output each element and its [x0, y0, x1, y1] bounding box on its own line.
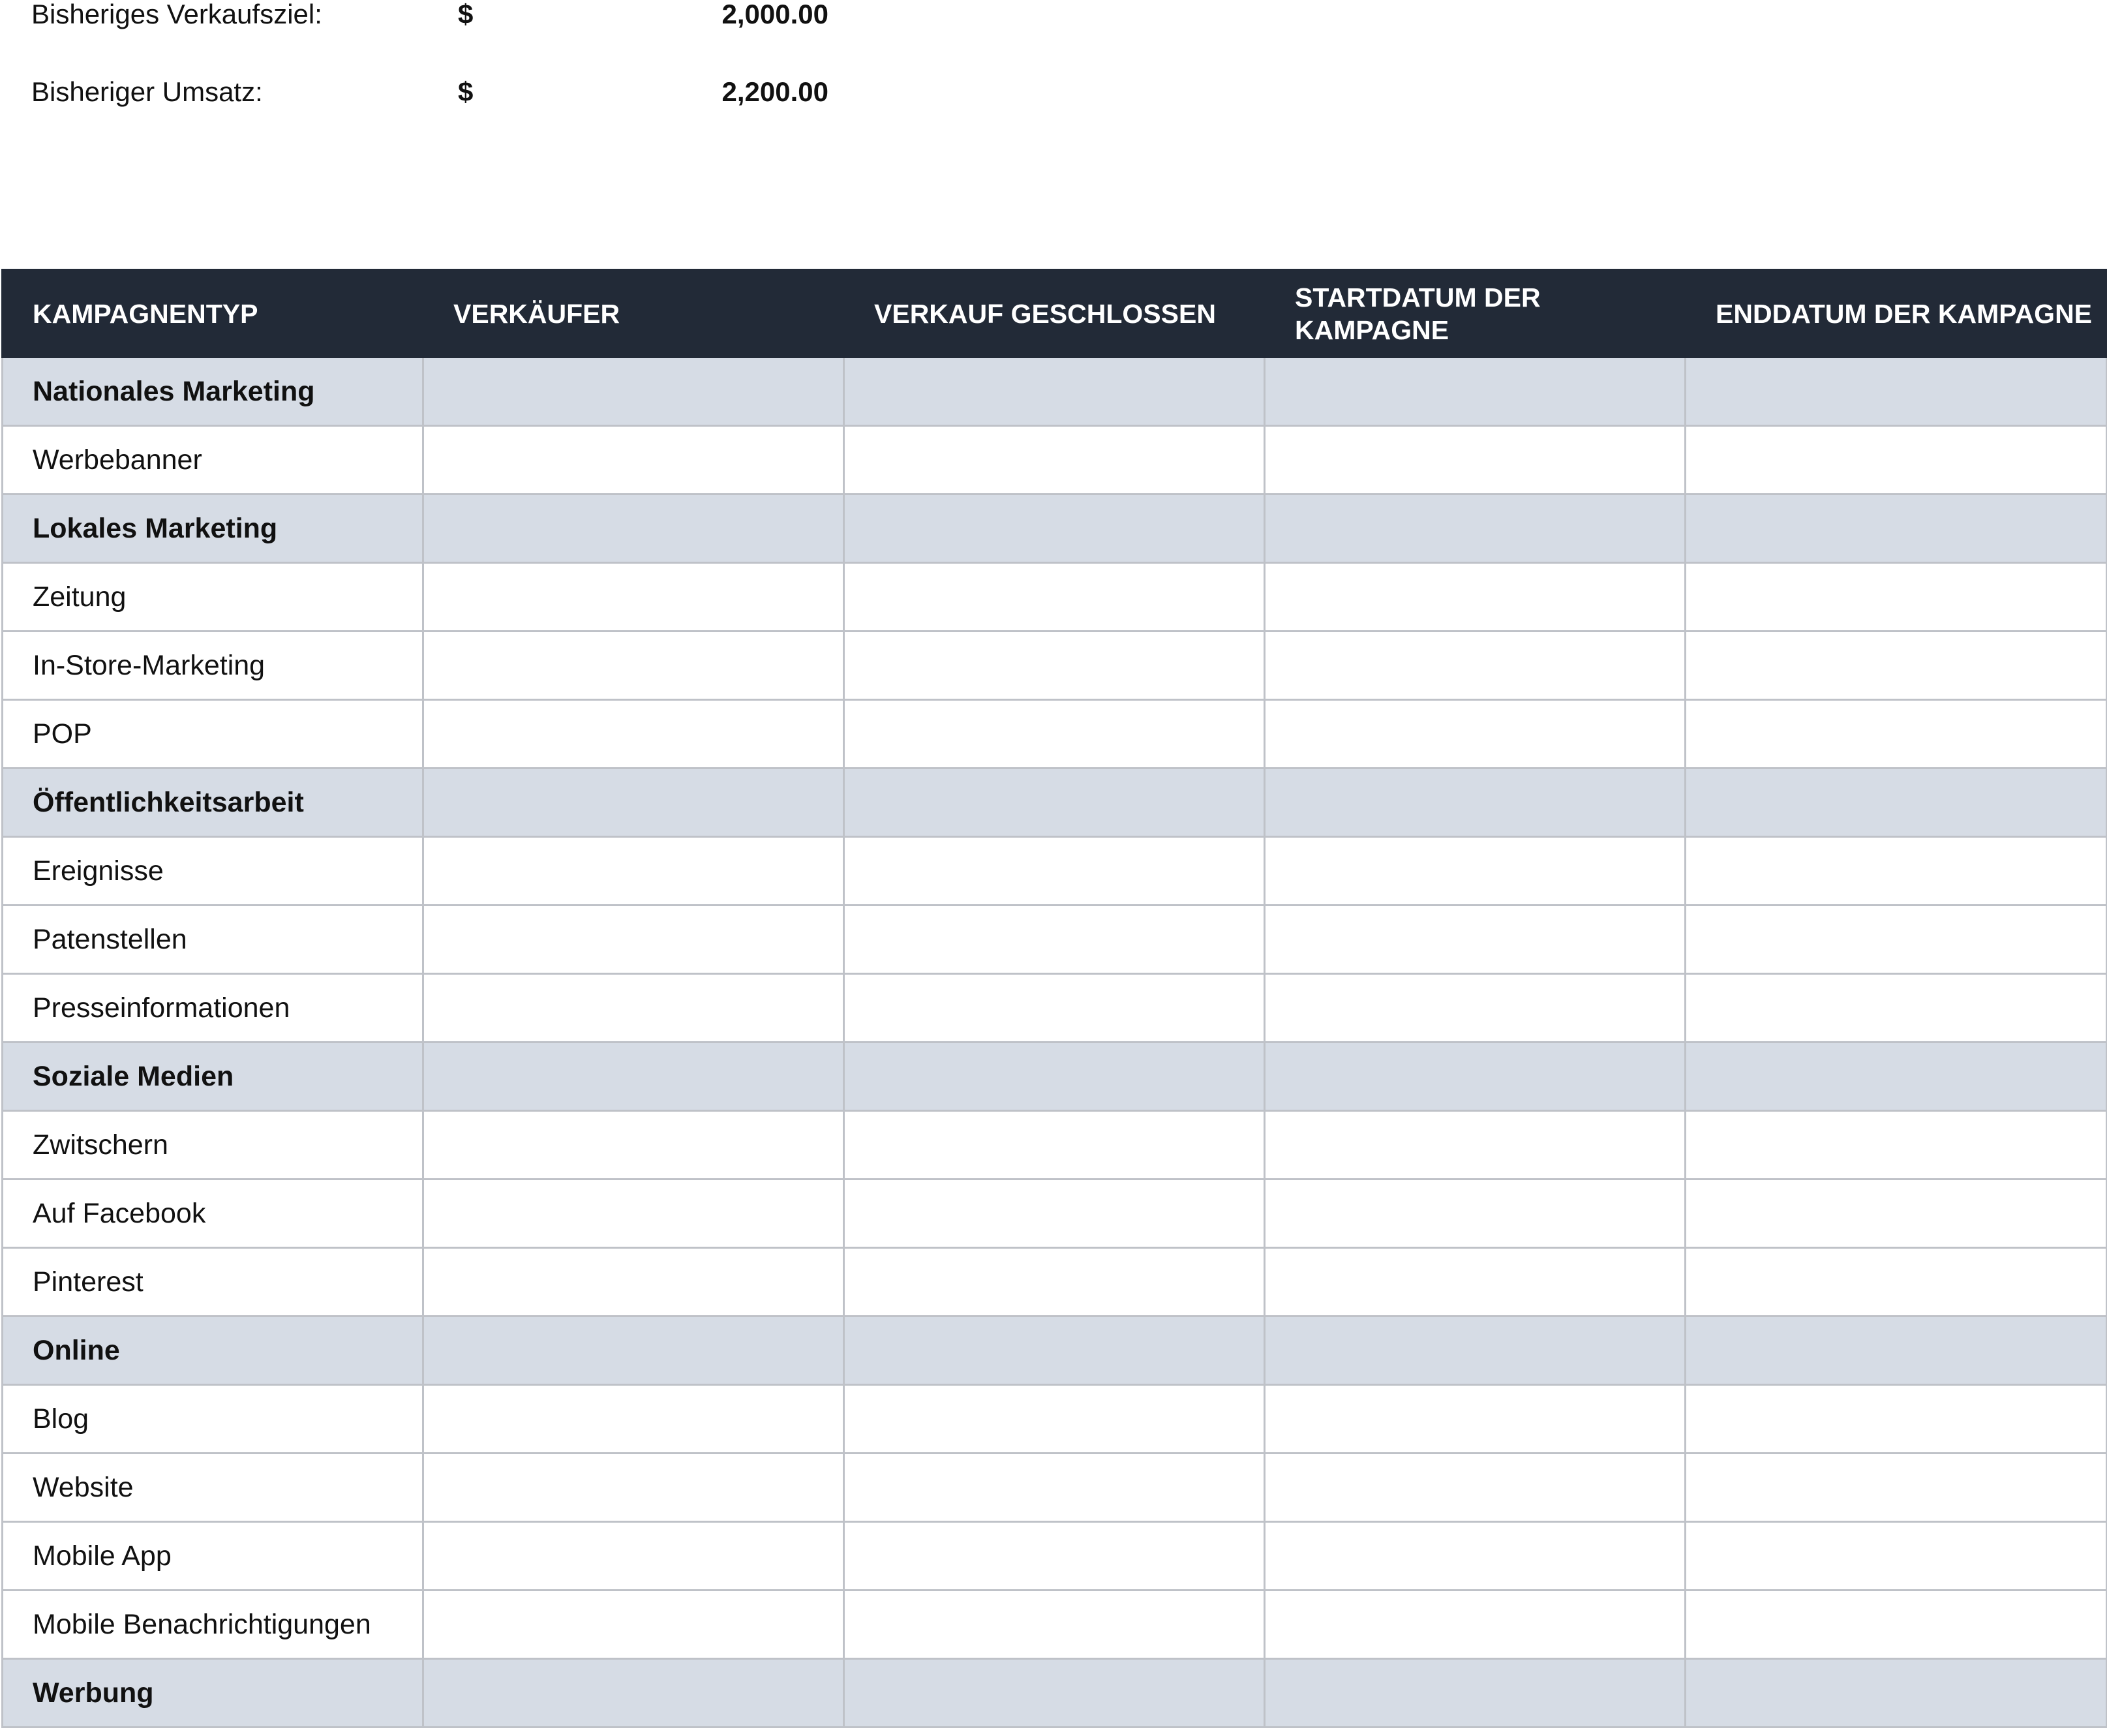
seller-cell[interactable]: [423, 426, 844, 495]
seller-cell[interactable]: [423, 495, 844, 563]
start-date-cell[interactable]: [1265, 1111, 1686, 1180]
campaign-type-cell: Mobile Benachrichtigungen: [3, 1591, 423, 1659]
sale-closed-cell[interactable]: [844, 358, 1265, 426]
header-seller: VERKÄUFER: [423, 270, 844, 358]
table-row: [3, 1248, 2107, 1317]
seller-cell[interactable]: [423, 837, 844, 906]
start-date-cell[interactable]: [1265, 1043, 1686, 1111]
sale-closed-cell[interactable]: [844, 1522, 1265, 1591]
section-row: [3, 358, 2107, 426]
end-date-cell[interactable]: [1686, 563, 2107, 632]
table-row: [3, 1591, 2107, 1659]
table-row: [3, 426, 2107, 495]
seller-cell[interactable]: [423, 358, 844, 426]
seller-cell[interactable]: [423, 1317, 844, 1385]
campaign-type-cell: POP: [3, 700, 423, 769]
header-sale-closed: VERKAUF GESCHLOSSEN: [844, 270, 1265, 358]
sales-target-label: Bisheriges Verkaufsziel:: [31, 0, 322, 29]
seller-cell[interactable]: [423, 563, 844, 632]
seller-cell[interactable]: [423, 974, 844, 1043]
campaign-type-cell: Mobile App: [3, 1522, 423, 1591]
section-row: [3, 1043, 2107, 1111]
sale-closed-cell[interactable]: [844, 1248, 1265, 1317]
sale-closed-cell[interactable]: [844, 632, 1265, 700]
end-date-cell[interactable]: [1686, 358, 2107, 426]
end-date-cell[interactable]: [1686, 700, 2107, 769]
sales-target-value[interactable]: 2,000.00: [721, 0, 828, 29]
table-row: [3, 1522, 2107, 1591]
sale-closed-cell[interactable]: [844, 1591, 1265, 1659]
campaign-table: [1, 269, 2107, 1728]
start-date-cell[interactable]: [1265, 769, 1686, 837]
sale-closed-cell[interactable]: [844, 1111, 1265, 1180]
start-date-cell[interactable]: [1265, 426, 1686, 495]
sales-target-row: [0, 0, 913, 34]
seller-cell[interactable]: [423, 1385, 844, 1454]
sale-closed-cell[interactable]: [844, 1043, 1265, 1111]
section-row: [3, 769, 2107, 837]
campaign-type-cell: Öffentlichkeitsarbeit: [3, 769, 423, 837]
campaign-type-cell: Soziale Medien: [3, 1043, 423, 1111]
campaign-type-cell: Auf Facebook: [3, 1180, 423, 1248]
end-date-cell[interactable]: [1686, 906, 2107, 974]
start-date-cell[interactable]: [1265, 1385, 1686, 1454]
table-row: [3, 1454, 2107, 1522]
seller-cell[interactable]: [423, 769, 844, 837]
start-date-cell[interactable]: [1265, 1591, 1686, 1659]
table-row: [3, 974, 2107, 1043]
campaign-type-cell: Online: [3, 1317, 423, 1385]
end-date-cell[interactable]: [1686, 495, 2107, 563]
sale-closed-cell[interactable]: [844, 1454, 1265, 1522]
end-date-cell[interactable]: [1686, 426, 2107, 495]
sale-closed-cell[interactable]: [844, 906, 1265, 974]
sale-closed-cell[interactable]: [844, 974, 1265, 1043]
revenue-row: [0, 72, 913, 112]
start-date-cell[interactable]: [1265, 1659, 1686, 1728]
end-date-cell[interactable]: [1686, 1248, 2107, 1317]
seller-cell[interactable]: [423, 1522, 844, 1591]
end-date-cell[interactable]: [1686, 974, 2107, 1043]
end-date-cell[interactable]: [1686, 1180, 2107, 1248]
table-row: [3, 632, 2107, 700]
start-date-cell[interactable]: [1265, 632, 1686, 700]
header-campaign-type: KAMPAGNENTYP: [3, 270, 423, 358]
start-date-cell[interactable]: [1265, 495, 1686, 563]
section-row: [3, 1317, 2107, 1385]
start-date-cell[interactable]: [1265, 358, 1686, 426]
sale-closed-cell[interactable]: [844, 1317, 1265, 1385]
seller-cell[interactable]: [423, 632, 844, 700]
seller-cell[interactable]: [423, 1180, 844, 1248]
campaign-type-cell: Blog: [3, 1385, 423, 1454]
section-row: [3, 1659, 2107, 1728]
campaign-type-cell: Presseinformationen: [3, 974, 423, 1043]
end-date-cell[interactable]: [1686, 769, 2107, 837]
seller-cell[interactable]: [423, 906, 844, 974]
section-row: [3, 495, 2107, 563]
campaign-type-cell: Pinterest: [3, 1248, 423, 1317]
table-row: [3, 1111, 2107, 1180]
campaign-type-cell: Werbebanner: [3, 426, 423, 495]
campaign-type-cell: Werbung: [3, 1659, 423, 1728]
start-date-cell[interactable]: [1265, 700, 1686, 769]
end-date-cell[interactable]: [1686, 1317, 2107, 1385]
end-date-cell[interactable]: [1686, 1454, 2107, 1522]
start-date-cell[interactable]: [1265, 563, 1686, 632]
sale-closed-cell[interactable]: [844, 563, 1265, 632]
start-date-cell[interactable]: [1265, 1248, 1686, 1317]
sale-closed-cell[interactable]: [844, 1385, 1265, 1454]
revenue-currency: $: [458, 76, 474, 107]
campaign-table-wrapper: [1, 269, 2106, 1728]
sale-closed-cell[interactable]: [844, 1659, 1265, 1728]
campaign-type-cell: Nationales Marketing: [3, 358, 423, 426]
start-date-cell[interactable]: [1265, 906, 1686, 974]
sale-closed-cell[interactable]: [844, 837, 1265, 906]
table-row: [3, 906, 2107, 974]
campaign-type-cell: In-Store-Marketing: [3, 632, 423, 700]
sale-closed-cell[interactable]: [844, 1180, 1265, 1248]
table-body: [3, 358, 2107, 1728]
start-date-cell[interactable]: [1265, 1522, 1686, 1591]
campaign-type-cell: Zwitschern: [3, 1111, 423, 1180]
campaign-type-cell: Ereignisse: [3, 837, 423, 906]
campaign-type-cell: Lokales Marketing: [3, 495, 423, 563]
start-date-cell[interactable]: [1265, 837, 1686, 906]
seller-cell[interactable]: [423, 1111, 844, 1180]
end-date-cell[interactable]: [1686, 1385, 2107, 1454]
table-row: [3, 1385, 2107, 1454]
start-date-cell[interactable]: [1265, 1180, 1686, 1248]
sale-closed-cell[interactable]: [844, 769, 1265, 837]
end-date-cell[interactable]: [1686, 837, 2107, 906]
table-row: [3, 837, 2107, 906]
seller-cell[interactable]: [423, 1248, 844, 1317]
campaign-type-cell: Zeitung: [3, 563, 423, 632]
sale-closed-cell[interactable]: [844, 700, 1265, 769]
campaign-type-cell: Website: [3, 1454, 423, 1522]
sale-closed-cell[interactable]: [844, 426, 1265, 495]
seller-cell[interactable]: [423, 1659, 844, 1728]
seller-cell[interactable]: [423, 1591, 844, 1659]
end-date-cell[interactable]: [1686, 1522, 2107, 1591]
start-date-cell[interactable]: [1265, 1317, 1686, 1385]
end-date-cell[interactable]: [1686, 1591, 2107, 1659]
seller-cell[interactable]: [423, 1454, 844, 1522]
sale-closed-cell[interactable]: [844, 495, 1265, 563]
table-row: [3, 563, 2107, 632]
start-date-cell[interactable]: [1265, 974, 1686, 1043]
sales-target-currency: $: [458, 0, 474, 29]
revenue-label: Bisheriger Umsatz:: [31, 76, 263, 107]
end-date-cell[interactable]: [1686, 1043, 2107, 1111]
seller-cell[interactable]: [423, 1043, 844, 1111]
end-date-cell[interactable]: [1686, 1111, 2107, 1180]
start-date-cell[interactable]: [1265, 1454, 1686, 1522]
table-header-row: [3, 270, 2107, 358]
seller-cell[interactable]: [423, 700, 844, 769]
header-end-date: ENDDATUM DER KAMPAGNE: [1686, 270, 2107, 358]
campaign-type-cell: Patenstellen: [3, 906, 423, 974]
end-date-cell[interactable]: [1686, 1659, 2107, 1728]
table-row: [3, 1180, 2107, 1248]
revenue-value[interactable]: 2,200.00: [721, 76, 828, 107]
end-date-cell[interactable]: [1686, 632, 2107, 700]
table-row: [3, 700, 2107, 769]
header-start-date: STARTDATUM DER KAMPAGNE: [1265, 270, 1686, 358]
